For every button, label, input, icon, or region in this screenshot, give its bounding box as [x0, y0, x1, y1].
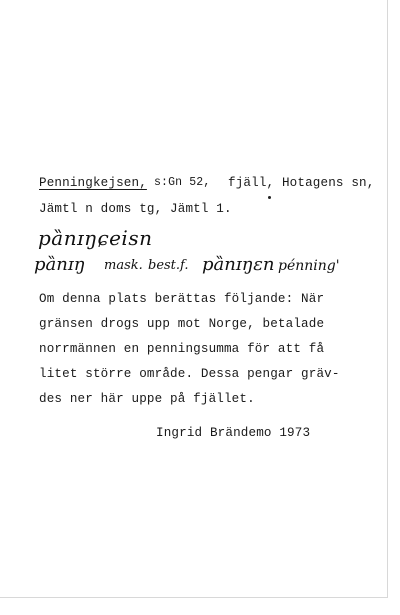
grammar-note-mask: mask.: [104, 258, 143, 273]
headword: Penningkejsen,: [39, 176, 147, 190]
grammar-note-best: best.f.: [148, 258, 189, 273]
body-line-1: Om denna plats berättas följande: När: [39, 292, 325, 306]
body-line-5: des ner här uppe på fjället.: [39, 392, 255, 406]
source-reference: s:Gn 52,: [154, 176, 211, 189]
phonetic-transcription-2b: pȁnɪŋɛn: [202, 254, 275, 275]
location-line-1: fjäll, Hotagens sn,: [228, 176, 375, 190]
body-line-2: gränsen drogs upp mot Norge, betalade: [39, 317, 325, 331]
phonetic-transcription-2a: pȁnɪŋ: [34, 254, 86, 275]
phonetic-transcription-1: pȁnɪŋɕeisn: [38, 226, 153, 250]
body-line-4: litet större område. Dessa pengar gräv-: [39, 367, 340, 381]
ink-dot: [268, 196, 271, 199]
spelling-note: pénning': [278, 258, 340, 274]
body-line-3: norrmännen en penningsumma för att få: [39, 342, 325, 356]
signature: Ingrid Brändemo 1973: [156, 426, 311, 440]
location-line-2: Jämtl n doms tg, Jämtl 1.: [39, 202, 232, 216]
